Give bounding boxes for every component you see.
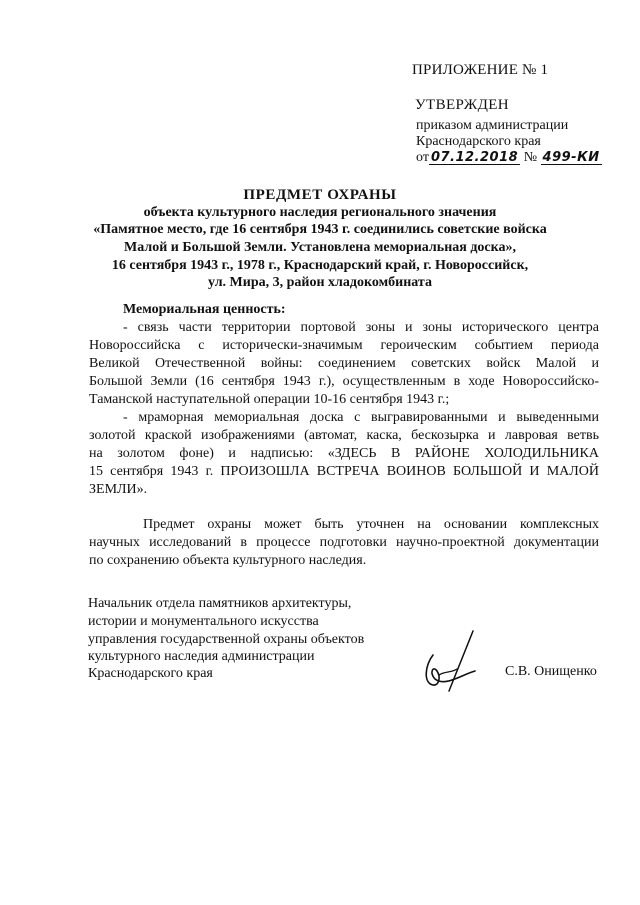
approved-label: УТВЕРЖДЕН xyxy=(415,97,510,113)
paragraph-line: по сохранению объекта культурного наследия. xyxy=(89,553,367,568)
order-date: 07.12.2018 xyxy=(430,150,519,165)
title-line: «Памятное место, где 16 сентября 1943 г. соединились советские войска xyxy=(93,222,547,237)
signatory-position-line: управления государственной охраны объектов xyxy=(88,632,365,647)
paragraph-line: ЗЕМЛИ». xyxy=(89,482,148,497)
appendix-label: ПРИЛОЖЕНИЕ № 1 xyxy=(412,62,549,78)
signatory-position-line: истории и монументального искусства xyxy=(88,614,319,629)
order-number-label: № xyxy=(523,150,538,165)
signer-name: С.В. Онищенко xyxy=(505,664,597,679)
paragraph-line: Предмет охраны может быть уточнен на основании комплексных xyxy=(143,517,599,532)
paragraph-line: научных исследований в процессе подготовки научно-проектной документации xyxy=(89,535,599,550)
approval-order-line-2: Краснодарского края xyxy=(416,134,541,149)
title-line: объекта культурного наследия регионального значения xyxy=(143,205,497,220)
title-line: ул. Мира, 3, район хладокомбината xyxy=(208,275,432,290)
document-title: ПРЕДМЕТ ОХРАНЫ xyxy=(243,187,397,203)
approval-order-line-1: приказом администрации xyxy=(416,118,569,133)
title-line: 16 сентября 1943 г., 1978 г., Краснодарский край, г. Новороссийск, xyxy=(111,258,529,273)
paragraph-line: - связь части территории портовой зоны и зоны исторического центра xyxy=(123,320,599,335)
paragraph-line: 15 сентября 1943 г. ПРОИЗОШЛА ВСТРЕЧА ВОИНОВ БОЛЬШОЙ И МАЛОЙ xyxy=(89,464,599,479)
section-heading: Мемориальная ценность: xyxy=(123,302,286,317)
paragraph-line: Новороссийска с исторически-значимым героическим событием периода xyxy=(89,338,599,353)
signatory-position-line: Краснодарского края xyxy=(88,666,213,681)
paragraph-line: на золотом фоне) и надписью: «ЗДЕСЬ В РАЙОНЕ ХОЛОДИЛЬНИКА xyxy=(89,446,599,461)
order-prefix: от xyxy=(416,150,429,165)
paragraph-line: Великой Отечественной войны: соединением советских войск Малой и xyxy=(89,356,599,371)
order-number: 499-КИ xyxy=(542,150,600,165)
order-reference xyxy=(416,150,602,166)
signatory-position-line: Начальник отдела памятников архитектуры, xyxy=(88,596,352,611)
paragraph-line: Большой Земли (16 сентября 1943 г.), осуществленным в ходе Новороссийско- xyxy=(89,374,599,389)
title-line: Малой и Большой Земли. Установлена мемориальная доска», xyxy=(124,240,516,255)
paragraph-line: - мраморная мемориальная доска с выгравированными и выведенными xyxy=(123,410,599,425)
signatory-position-line: культурного наследия администрации xyxy=(88,649,315,664)
handwritten-signature xyxy=(415,625,485,695)
paragraph-line: золотой краской изображениями (автомат, каска, бескозырка и лавровая ветвь xyxy=(89,428,599,443)
paragraph-line: Таманской наступательной операции 10-16 сентября 1943 г.; xyxy=(89,392,450,407)
